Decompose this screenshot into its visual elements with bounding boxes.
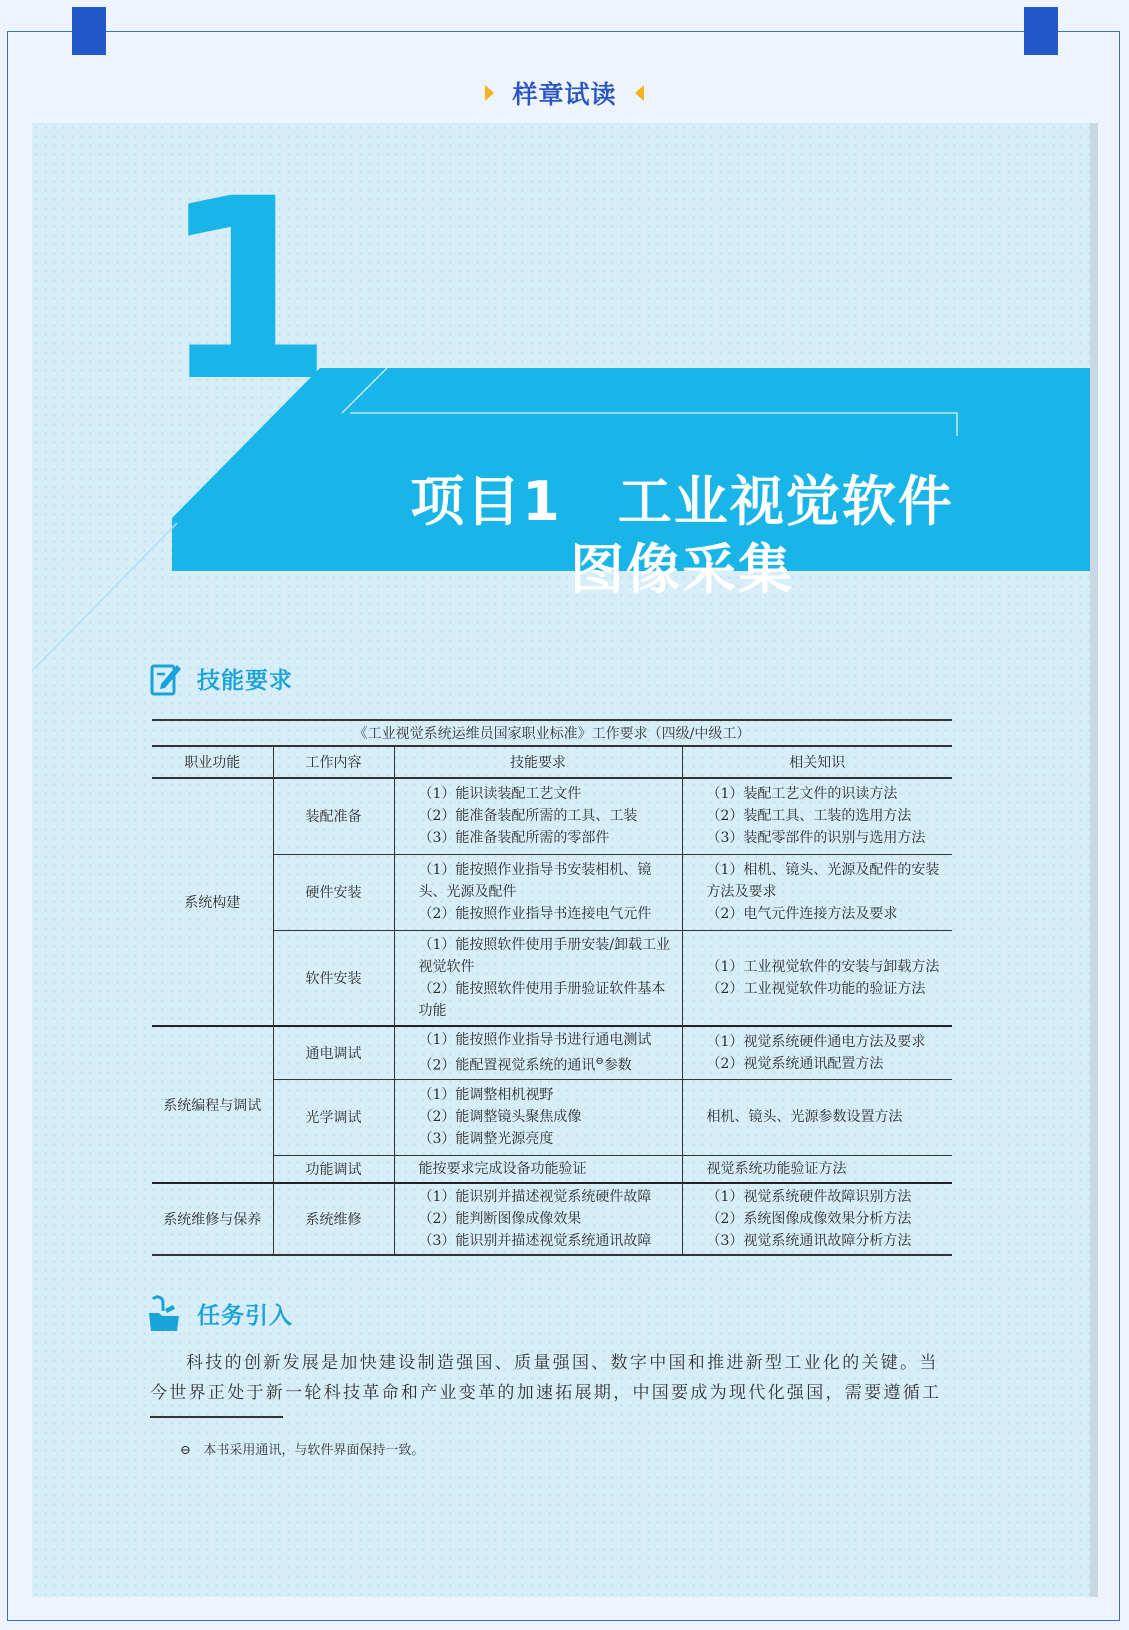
knowledge-cell: （1）视觉系统硬件故障识别方法 （2）系统图像成像效果分析方法 （3）视觉系统通讯故障分析方法 — [682, 1183, 952, 1255]
column-header: 工作内容 — [273, 746, 394, 778]
triangle-right-icon — [485, 85, 494, 101]
skills-cell: （1）能按照作业指导书进行通电测试 （2）能配置视觉系统的通讯⊖参数 — [394, 1026, 682, 1079]
skills-cell: （1）能按照作业指导书安装相机、镜头、光源及配件 （2）能按照作业指导书连接电气元件 — [394, 854, 682, 930]
corner-tab-right — [1024, 7, 1058, 55]
task-heading-label: 任务引入 — [197, 1302, 293, 1329]
table-row — [152, 778, 952, 854]
content-cell: 装配准备 — [273, 778, 394, 854]
task-heading — [147, 1293, 293, 1333]
knowledge-cell: （1）装配工艺文件的识读方法 （2）装配工具、工装的选用方法 （3）装配零部件的识别与选用方法 — [682, 778, 952, 854]
project-title — [392, 468, 972, 604]
knowledge-cell: （1）相机、镜头、光源及配件的安装方法及要求 （2）电气元件连接方法及要求 — [682, 854, 952, 930]
knowledge-cell: 相机、镜头、光源参数设置方法 — [682, 1079, 952, 1155]
skills-cell: （1）能识别并描述视觉系统硬件故障 （2）能判断图像成像效果 （3）能识别并描述视觉系统通讯故障 — [394, 1183, 682, 1255]
page-edge-shadow — [1090, 123, 1098, 1597]
footnote — [180, 1439, 424, 1458]
footnote-marker: ⊖ — [595, 1056, 604, 1067]
content-cell: 硬件安装 — [273, 854, 394, 930]
skills-heading — [149, 659, 293, 697]
footnote-rule — [150, 1416, 283, 1418]
skills-table — [152, 719, 952, 1256]
skills-cell: （1）能按照软件使用手册安装/卸载工业视觉软件 （2）能按照软件使用手册验证软件基本功能 — [394, 930, 682, 1026]
project-title-line1: 项目1 工业视觉软件 — [410, 470, 954, 533]
header-title-text: 样章试读 — [512, 80, 617, 109]
content-cell: 系统维修 — [273, 1183, 394, 1255]
content-cell: 功能调试 — [273, 1155, 394, 1183]
content-cell: 光学调试 — [273, 1079, 394, 1155]
svg-text:1: 1 — [160, 145, 334, 436]
footnote-text: 本书采用通讯，与软件界面保持一致。 — [203, 1443, 425, 1458]
knowledge-cell: 视觉系统功能验证方法 — [682, 1155, 952, 1183]
skills-cell: 能按要求完成设备功能验证 — [394, 1155, 682, 1183]
knowledge-cell: （1）工业视觉软件的安装与卸载方法 （2）工业视觉软件功能的验证方法 — [682, 930, 952, 1026]
folder-hand-icon — [147, 1293, 183, 1333]
triangle-left-icon — [635, 85, 644, 101]
edit-note-icon — [149, 659, 183, 697]
corner-tab-left — [72, 7, 106, 55]
skills-cell: （1）能调整相机视野 （2）能调整镜头聚焦成像 （3）能调整光源亮度 — [394, 1079, 682, 1155]
skills-heading-label: 技能要求 — [197, 667, 293, 694]
book-page — [32, 123, 1097, 1597]
header-title — [0, 71, 1129, 115]
skills-cell: （1）能识读装配工艺文件 （2）能准备装配所需的工具、工装 （3）能准备装配所需的零部件 — [394, 778, 682, 854]
function-cell: 系统构建 — [152, 778, 273, 1026]
table-header-row — [152, 746, 952, 778]
paragraph-line: 今世界正处于新一轮科技革命和产业变革的加速拓展期，中国要成为现代化强国，需要遵循工 — [150, 1383, 942, 1403]
table-row — [152, 1183, 952, 1255]
function-cell: 系统编程与调试 — [152, 1026, 273, 1183]
table-row — [152, 1026, 952, 1079]
paragraph-line: 科技的创新发展是加快建设制造强国、质量强国、数字中国和推进新型工业化的关键。当 — [186, 1353, 939, 1373]
content-cell: 通电调试 — [273, 1026, 394, 1079]
column-header: 职业功能 — [152, 746, 273, 778]
chapter-number-graphic — [160, 145, 334, 436]
column-header: 相关知识 — [682, 746, 952, 778]
column-header: 技能要求 — [394, 746, 682, 778]
footnote-marker: ⊖ — [180, 1443, 191, 1458]
project-title-line2: 图像采集 — [570, 538, 794, 601]
table-caption: 《工业视觉系统运维员国家职业标准》工作要求（四级/中级工） — [152, 719, 952, 745]
content-cell: 软件安装 — [273, 930, 394, 1026]
knowledge-cell: （1）视觉系统硬件通电方法及要求 （2）视觉系统通讯配置方法 — [682, 1026, 952, 1079]
function-cell: 系统维修与保养 — [152, 1183, 273, 1255]
intro-paragraph — [150, 1348, 955, 1408]
